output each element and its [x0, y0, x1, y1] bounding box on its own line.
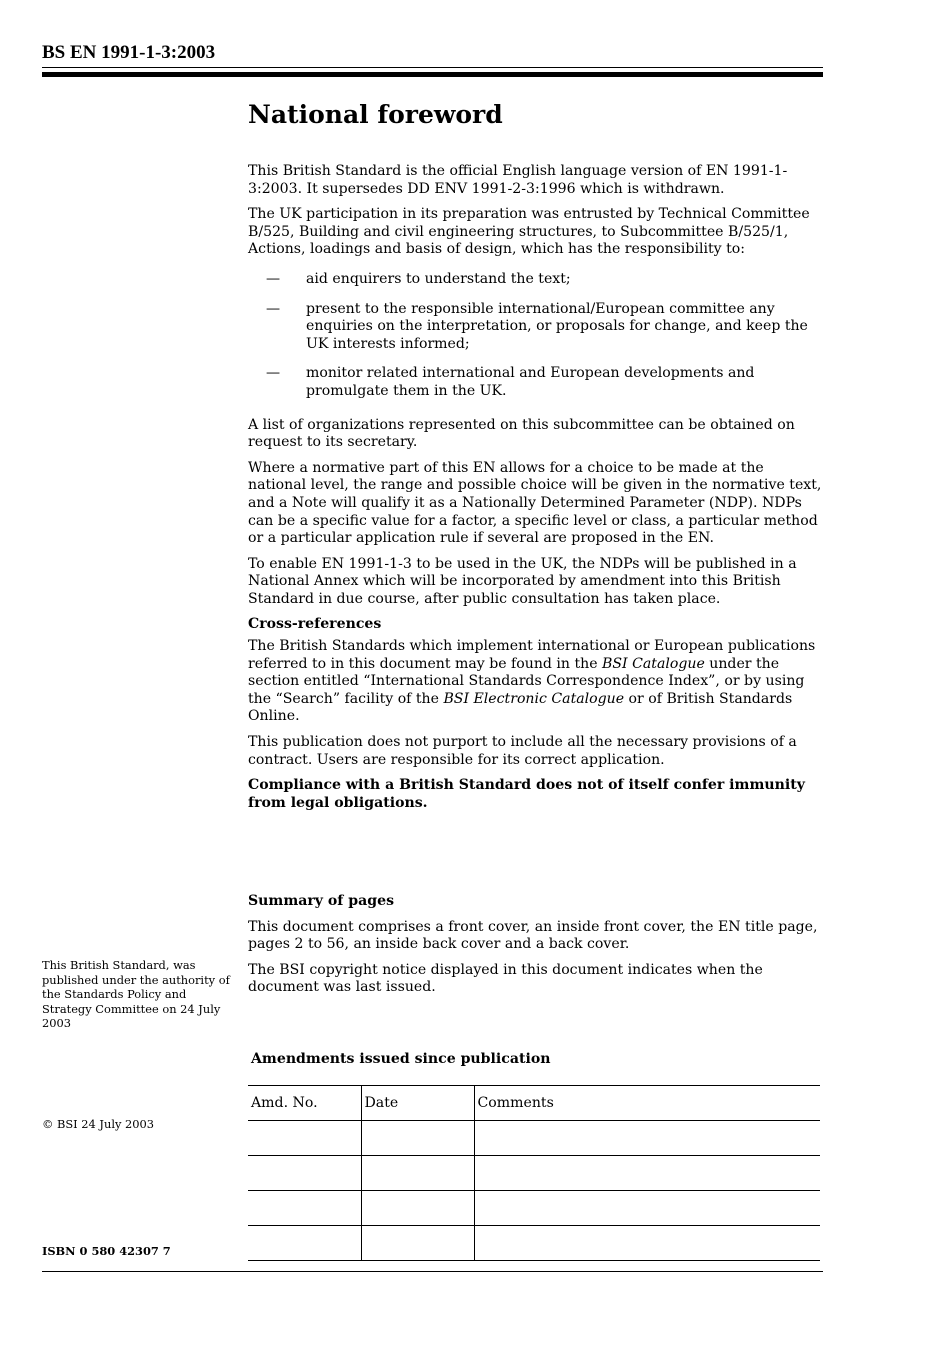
- table-cell: [474, 1156, 820, 1191]
- table-cell: [474, 1121, 820, 1156]
- column-header-date: Date: [361, 1086, 474, 1121]
- compliance-statement: Compliance with a British Standard does not of itself confer immunity from legal obligations.: [248, 777, 805, 811]
- table-cell: [474, 1191, 820, 1226]
- copyright-line: © BSI 24 July 2003: [42, 1117, 155, 1131]
- crossref-text: The British Standards which implement international or European publications referred to in this document may be found in the: [248, 638, 816, 672]
- table-row: [248, 1121, 820, 1156]
- table-row: [248, 1156, 820, 1191]
- table-cell: [361, 1191, 474, 1226]
- table-cell: [361, 1226, 474, 1261]
- header-rule-thin: [42, 67, 823, 68]
- purport-paragraph: This publication does not purport to include all the necessary provisions of a contract. Users are responsible for its correct application.: [248, 734, 797, 768]
- table-cell: [248, 1226, 361, 1261]
- main-text: [248, 163, 823, 820]
- amendments-heading: Amendments issued since publication: [251, 1051, 551, 1067]
- summary-heading: Summary of pages: [248, 893, 395, 909]
- table-header-row: [248, 1086, 820, 1121]
- page-title: National foreword: [248, 100, 503, 129]
- footer-rule: [42, 1271, 823, 1272]
- dash-bullet: —: [266, 270, 281, 287]
- column-header-amd-no: Amd. No.: [248, 1086, 361, 1121]
- table-cell: [361, 1121, 474, 1156]
- document-id: BS EN 1991-1-3:2003: [42, 42, 216, 63]
- participation-paragraph: The UK participation in its preparation was entrusted by Technical Committee B/525, Building and civil engineering structures, to Subcommittee B/525/1, Actions, loadings and basis of design, which has the responsibility to:: [248, 206, 810, 258]
- amendments-table: [248, 1085, 820, 1261]
- bsi-electronic-catalogue-title: BSI Electronic Catalogue: [443, 690, 625, 707]
- crossref-text: or of British Standards Online.: [248, 690, 793, 725]
- column-header-comments: Comments: [474, 1086, 820, 1121]
- table-cell: [474, 1226, 820, 1261]
- organizations-paragraph: A list of organizations represented on this subcommittee can be obtained on request to its secretary.: [248, 416, 795, 451]
- table-cell: [248, 1121, 361, 1156]
- table-cell: [361, 1156, 474, 1191]
- intro-paragraph: This British Standard is the official English language version of EN 1991-1-3:2003. It supersedes DD ENV 1991-2-3:1996 which is withdrawn.: [248, 163, 788, 197]
- list-item: [248, 271, 823, 289]
- table-cell: [248, 1191, 361, 1226]
- list-item-text: present to the responsible international/European committee any enquiries on the interpretation, or proposals for change, and keep the UK interests informed;: [306, 300, 808, 352]
- summary-paragraph: This document comprises a front cover, an inside front cover, the EN title page, pages 2 to 56, an inside back cover and a back cover.: [248, 918, 818, 953]
- cross-references-heading: Cross-references: [248, 616, 382, 633]
- national-annex-paragraph: To enable EN 1991-1-3 to be used in the UK, the NDPs will be published in a National Annex which will be incorporated by amendment into this British Standard in due course, after public consultation has taken place.: [248, 555, 797, 607]
- list-item-text: aid enquirers to understand the text;: [306, 270, 571, 287]
- dash-bullet: —: [266, 300, 281, 317]
- list-item-text: monitor related international and European developments and promulgate them in the UK.: [306, 365, 755, 399]
- table-cell: [248, 1156, 361, 1191]
- copyright-notice-paragraph: The BSI copyright notice displayed in this document indicates when the document was last issued.: [248, 961, 763, 996]
- dash-bullet: —: [266, 365, 281, 382]
- isbn: ISBN 0 580 42307 7: [42, 1244, 171, 1258]
- list-item: [248, 365, 823, 400]
- header-rule-thick: [42, 72, 823, 77]
- summary-of-pages: [248, 893, 823, 1005]
- bsi-catalogue-title: BSI Catalogue: [602, 655, 705, 672]
- responsibility-list: [248, 271, 823, 401]
- ndp-paragraph: Where a normative part of this EN allows for a choice to be made at the national level, the range and possible choice will be given in the normative text, and a Note will qualify it as a Nationally Determined Parameter (NDP). NDPs can be a specific value for a factor, a specific level or class, a particular method or a particular application rule if several are proposed in the EN.: [248, 459, 822, 547]
- list-item: [248, 301, 823, 354]
- table-row: [248, 1226, 820, 1261]
- authority-note: This British Standard, was published under the authority of the Standards Policy and Strategy Committee on 24 July 2003: [42, 958, 230, 1031]
- crossref-text: under the section entitled “International Standards Correspondence Index”, or by using the “Search” facility of the: [248, 655, 805, 707]
- cross-references-paragraph: [248, 638, 823, 726]
- table-row: [248, 1191, 820, 1226]
